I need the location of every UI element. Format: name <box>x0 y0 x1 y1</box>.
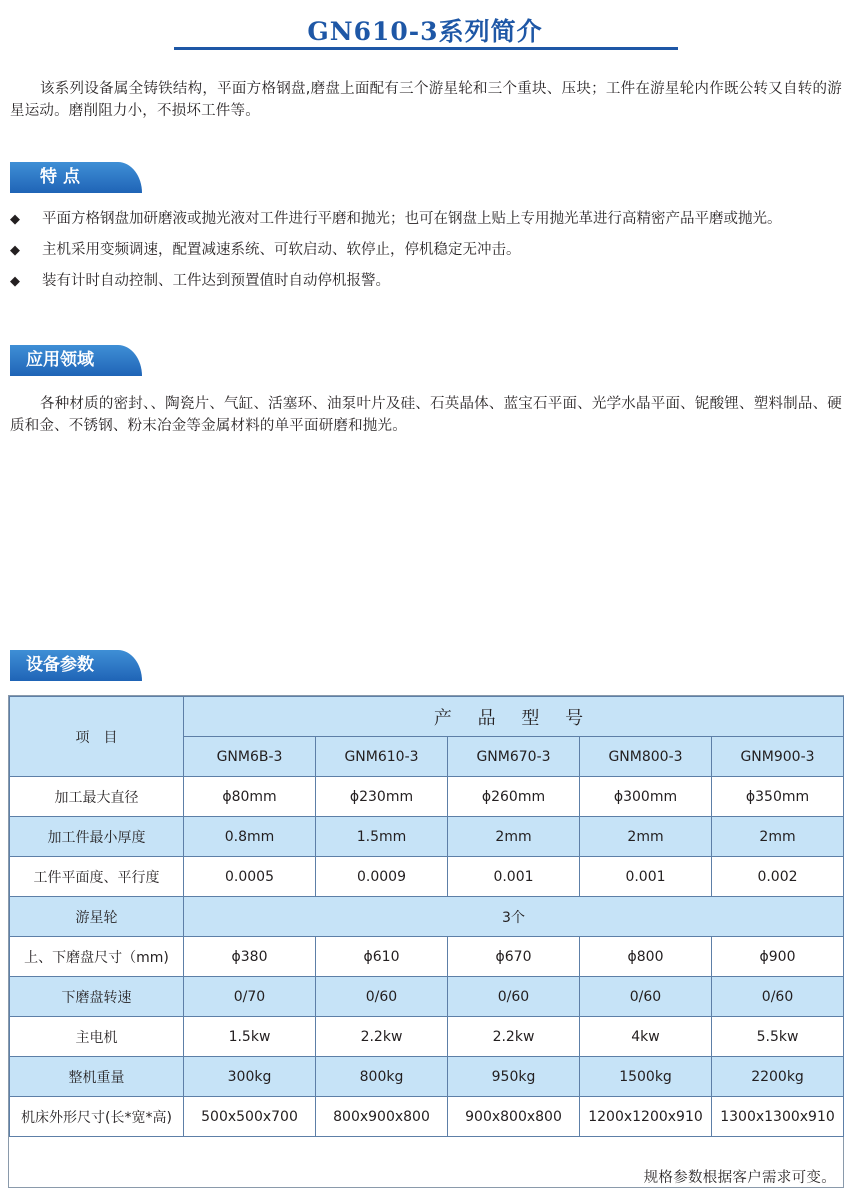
feature-text: 装有计时自动控制、工件达到预置值时自动停机报警。 <box>42 273 390 289</box>
model-cell: GNM900-3 <box>712 737 844 777</box>
model-cell: GNM6B-3 <box>184 737 316 777</box>
diamond-bullet-icon: ◆ <box>10 212 20 227</box>
intro-paragraph: 该系列设备属全铸铁结构，平面方格钢盘,磨盘上面配有三个游星轮和三个重块、压块；工件在游星轮内作既公转又自转的游星运动。磨削阻力小，不损坏工件等。 <box>10 81 842 119</box>
spec-value-cell: ϕ260mm <box>448 777 580 817</box>
spec-value-cell: 0.001 <box>448 857 580 897</box>
spec-value-cell: ϕ230mm <box>316 777 448 817</box>
spec-label-cell: 主电机 <box>10 1017 184 1057</box>
model-header-cell: 产 品 型 号 <box>184 697 844 737</box>
spec-row <box>10 1057 844 1097</box>
feature-item <box>10 239 848 262</box>
spec-row <box>10 897 844 937</box>
spec-value-cell: 800x900x800 <box>316 1097 448 1137</box>
spec-row <box>10 817 844 857</box>
features-heading: 特 点 <box>40 167 80 187</box>
title-underline <box>174 47 678 50</box>
spec-value-cell: 4kw <box>580 1017 712 1057</box>
spec-row <box>10 1017 844 1057</box>
spec-value-cell: 300kg <box>184 1057 316 1097</box>
spec-label-cell: 机床外形尺寸(长*宽*高) <box>10 1097 184 1137</box>
spec-label-cell: 工件平面度、平行度 <box>10 857 184 897</box>
spec-value-cell: ϕ80mm <box>184 777 316 817</box>
spec-value-cell: 2mm <box>580 817 712 857</box>
spec-value-cell: ϕ670 <box>448 937 580 977</box>
spec-value-cell: 0/60 <box>316 977 448 1017</box>
spec-label-cell: 加工件最小厚度 <box>10 817 184 857</box>
item-header-cell: 项 目 <box>10 697 184 777</box>
spec-value-cell: 0.002 <box>712 857 844 897</box>
specs-heading: 设备参数 <box>26 655 94 675</box>
spec-value-cell: 2200kg <box>712 1057 844 1097</box>
spec-value-cell: 900x800x800 <box>448 1097 580 1137</box>
spec-value-cell: 2.2kw <box>448 1017 580 1057</box>
spec-value-cell: 0/70 <box>184 977 316 1017</box>
spec-value-cell: 1200x1200x910 <box>580 1097 712 1137</box>
spec-value-cell: ϕ900 <box>712 937 844 977</box>
spec-value-cell: 2mm <box>448 817 580 857</box>
spec-label-cell: 游星轮 <box>10 897 184 937</box>
applications-paragraph: 各种材质的密封、、陶瓷片、气缸、活塞环、油泵叶片及硅、石英晶体、蓝宝石平面、光学水晶平面、铌酸锂、塑料制品、硬质和金、不锈钢、粉末冶金等金属材料的单平面研磨和抛光。 <box>10 396 842 434</box>
spec-value-cell: 0/60 <box>712 977 844 1017</box>
spec-value-cell: 1.5kw <box>184 1017 316 1057</box>
spec-value-cell: 950kg <box>448 1057 580 1097</box>
features-section-header <box>10 162 142 193</box>
spec-label-cell: 下磨盘转速 <box>10 977 184 1017</box>
feature-item <box>10 270 848 293</box>
spec-value-cell: 1500kg <box>580 1057 712 1097</box>
feature-item <box>10 208 848 231</box>
model-cell: GNM610-3 <box>316 737 448 777</box>
spec-row <box>10 1097 844 1137</box>
spec-value-cell: 0.0005 <box>184 857 316 897</box>
spec-value-cell: 0/60 <box>448 977 580 1017</box>
applications-section-header <box>10 345 142 376</box>
spec-label-cell: 加工最大直径 <box>10 777 184 817</box>
spec-value-cell: 1300x1300x910 <box>712 1097 844 1137</box>
spec-value-cell: ϕ610 <box>316 937 448 977</box>
spec-label-cell: 上、下磨盘尺寸（mm) <box>10 937 184 977</box>
spec-value-cell: 0.8mm <box>184 817 316 857</box>
spec-merged-value-cell: 3个 <box>184 897 844 937</box>
spec-value-cell: 5.5kw <box>712 1017 844 1057</box>
spec-value-cell: 0.0009 <box>316 857 448 897</box>
spec-row <box>10 937 844 977</box>
spec-value-cell: 500x500x700 <box>184 1097 316 1137</box>
spec-value-cell: 1.5mm <box>316 817 448 857</box>
diamond-bullet-icon: ◆ <box>10 274 20 289</box>
spec-value-cell: 800kg <box>316 1057 448 1097</box>
spec-value-cell: 0/60 <box>580 977 712 1017</box>
spec-value-cell: ϕ350mm <box>712 777 844 817</box>
model-cell: GNM670-3 <box>448 737 580 777</box>
spec-note: 规格参数根据客户需求可变。 <box>643 1170 836 1186</box>
spec-label-cell: 整机重量 <box>10 1057 184 1097</box>
applications-heading: 应用领域 <box>26 350 94 370</box>
spec-value-cell: ϕ300mm <box>580 777 712 817</box>
spec-row <box>10 857 844 897</box>
page-title: GN610-3系列简介 <box>307 17 543 46</box>
feature-text: 平面方格钢盘加研磨液或抛光液对工件进行平磨和抛光；也可在钢盘上贴上专用抛光革进行高精密产品平磨或抛光。 <box>42 211 782 227</box>
spec-value-cell: 0.001 <box>580 857 712 897</box>
spec-table-frame <box>8 695 844 1188</box>
diamond-bullet-icon: ◆ <box>10 243 20 258</box>
spec-value-cell: 2.2kw <box>316 1017 448 1057</box>
specs-section-header <box>10 650 142 681</box>
features-list <box>10 208 848 301</box>
model-cell: GNM800-3 <box>580 737 712 777</box>
spec-table <box>9 696 844 1137</box>
spec-row <box>10 977 844 1017</box>
feature-text: 主机采用变频调速，配置减速系统、可软启动、软停止，停机稳定无冲击。 <box>42 242 521 258</box>
spec-value-cell: 2mm <box>712 817 844 857</box>
spec-value-cell: ϕ380 <box>184 937 316 977</box>
spec-row <box>10 777 844 817</box>
spec-value-cell: ϕ800 <box>580 937 712 977</box>
